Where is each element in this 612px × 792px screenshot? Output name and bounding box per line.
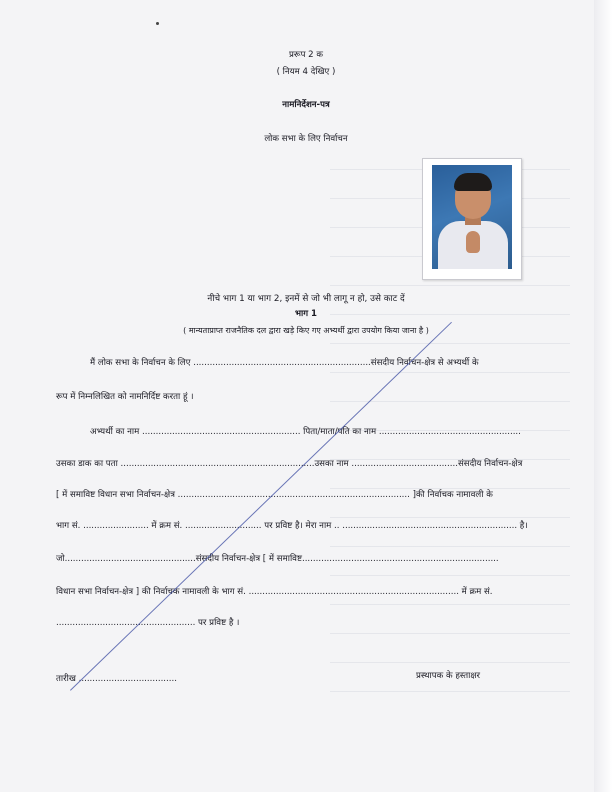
candidate-photo [422,158,522,280]
photo-image [432,165,512,269]
form-line-2: रूप में निम्नलिखित को नामनिर्दिष्ट करता हूं । [56,392,194,402]
proposer-signature-label: प्रस्थापक के हस्ताक्षर [416,671,481,681]
form-title: नामनिर्देशन-पत्र [282,100,330,110]
paper-speck [156,22,159,25]
part-note: ( मान्यताप्राप्त राजनैतिक दल द्वारा खड़े किए गए अभ्यर्थी द्वारा उपयोग किया जाना है ) [183,326,429,335]
form-line-postal-address: उसका डाक का पता .......................................................................उसका नाम .......................................संसदीय निर्वाचन-क्षेत्र [56,459,523,469]
form-line-proposer-roll: विधान सभा निर्वाचन-क्षेत्र ] की निर्वाचक नामावली के भाग सं. ............................................................................. में क्रम सं. [56,587,493,597]
form-line-proposer: जो................................................संसदीय निर्वाचन-क्षेत्र [ में समाविष्ट........................................................................ [56,554,499,564]
paper-edge [594,0,612,792]
form-line-1: मैं लोक सभा के निर्वाचन के लिए .................................................................संसदीय निर्वाचन-क्षेत्र से अभ्यर्थी के [90,358,479,368]
form-number: प्ररूप 2 क [289,50,323,60]
part-heading: भाग 1 [294,309,318,319]
form-line-candidate-name: अभ्यर्थी का नाम .......................................................... पिता/माता/पति का नाम .................................................... [90,427,521,437]
strike-out-instruction: नीचे भाग 1 या भाग 2, इनमें से जो भी लागू न हो, उसे काट दें [207,294,405,304]
form-line-assembly-constituency: [ में समाविष्ट विधान सभा निर्वाचन-क्षेत्र ..................................................................................... ]की निर्वाचक नामावली के [56,490,493,500]
photo-hair [454,173,492,191]
form-line-entry: ................................................... पर प्रविष्ट है । [56,618,240,628]
form-subtitle: लोक सभा के लिए निर्वाचन [264,134,348,144]
date-field: तारीख .................................... [56,674,177,684]
rule-reference: ( नियम 4 देखिए ) [276,67,336,77]
form-line-part-serial: भाग सं. ........................ में क्रम सं. ............................ पर प्रविष्ट है। मेरा नाम .. ................................................................ है। [56,521,528,531]
photo-folded-hands [466,231,480,253]
